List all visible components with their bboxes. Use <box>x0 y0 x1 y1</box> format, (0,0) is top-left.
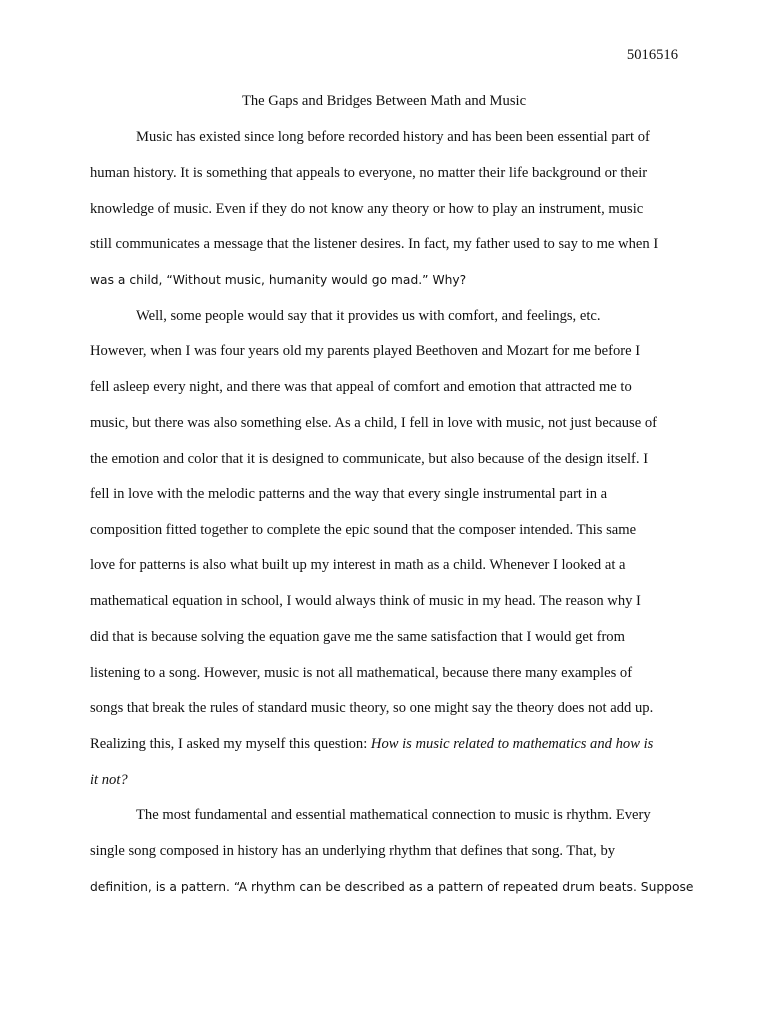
text-line <box>90 772 128 789</box>
text-line: single song composed in history has an underlying rhythm that defines that song. That, by <box>90 843 616 859</box>
research-question: How is music related to mathematics and how is <box>370 736 654 752</box>
text-line: fell in love with the melodic patterns and the way that every single instrumental part in a <box>90 486 608 502</box>
text-line: songs that break the rules of standard music theory, so one might say the theory does not add up. <box>90 700 654 716</box>
text-line: was a child, “Without music, humanity would go mad.” Why? <box>90 273 467 287</box>
text-line-plain: Realizing this, I asked my myself this question: <box>90 736 371 752</box>
text-line: mathematical equation in school, I would always think of music in my head. The reason why I <box>90 593 641 609</box>
text-line: The most fundamental and essential mathematical connection to music is rhythm. Every <box>136 807 651 823</box>
text-line: human history. It is something that appeals to everyone, no matter their life background or their <box>90 165 648 181</box>
text-line: composition fitted together to complete the epic sound that the composer intended. This same <box>90 522 637 538</box>
research-question-end: it not? <box>90 772 128 788</box>
text-line: definition, is a pattern. “A rhythm can be described as a pattern of repeated drum beats. Suppose <box>90 880 694 894</box>
text-line: fell asleep every night, and there was that appeal of comfort and emotion that attracted me to <box>90 379 632 395</box>
text-line: Music has existed since long before recorded history and has been been essential part of <box>136 129 650 145</box>
page-number: 5016516 <box>626 47 678 63</box>
text-line: still communicates a message that the listener desires. In fact, my father used to say to me when I <box>90 236 659 252</box>
text-line: knowledge of music. Even if they do not know any theory or how to play an instrument, music <box>90 201 644 217</box>
document-title: The Gaps and Bridges Between Math and Music <box>241 93 527 109</box>
text-line: the emotion and color that it is designed to communicate, but also because of the design itself. I <box>90 451 649 467</box>
text-line: Well, some people would say that it provides us with comfort, and feelings, etc. <box>136 308 601 324</box>
text-line: did that is because solving the equation gave me the same satisfaction that I would get from <box>90 629 625 645</box>
text-line: love for patterns is also what built up my interest in math as a child. Whenever I looked at a <box>90 557 626 573</box>
text-line: listening to a song. However, music is not all mathematical, because there many examples of <box>90 665 633 681</box>
text-line <box>90 736 653 753</box>
text-line: However, when I was four years old my parents played Beethoven and Mozart for me before I <box>90 343 641 359</box>
text-line: music, but there was also something else. As a child, I fell in love with music, not just because of <box>90 415 658 431</box>
